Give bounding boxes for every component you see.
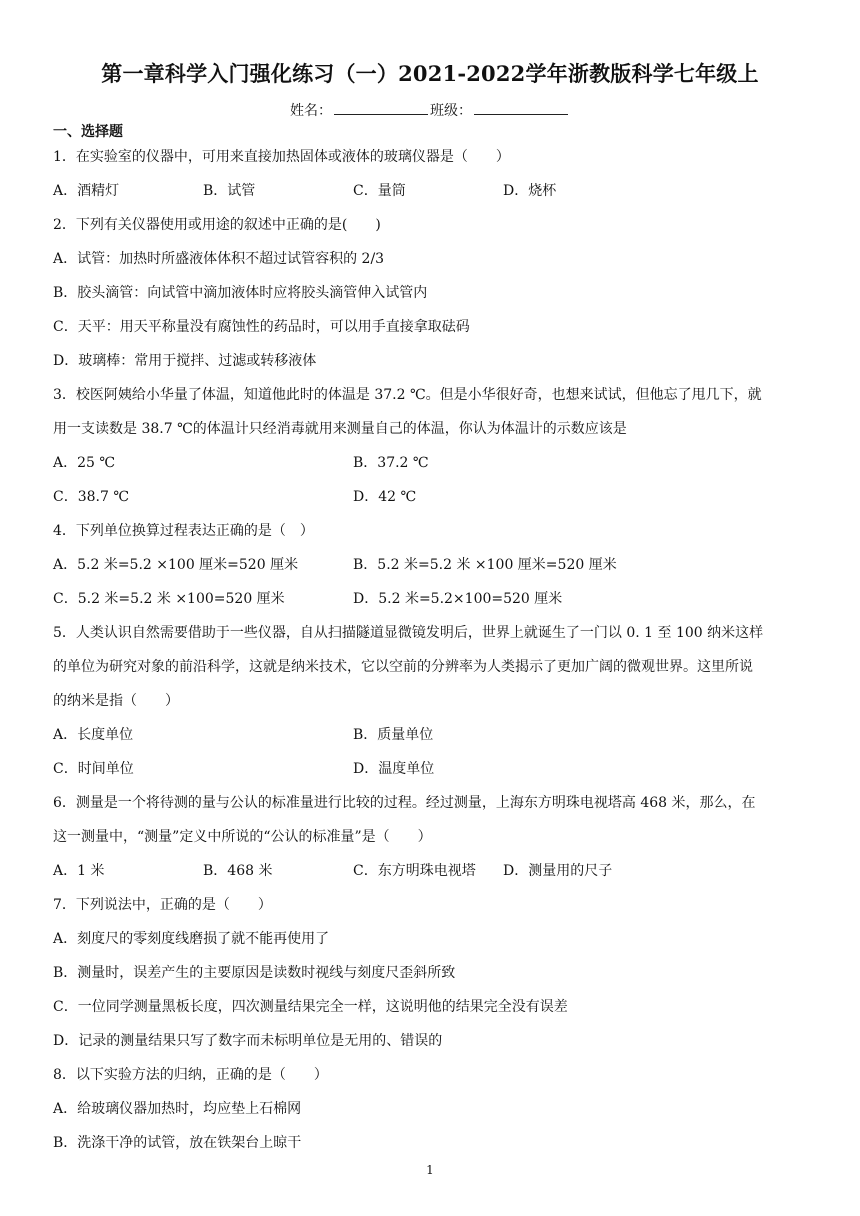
question-6-options [53,854,813,888]
option: B．468 米 [203,863,273,879]
question-7-text: 7．下列说法中，正确的是（ ） [53,897,272,913]
page-number: 1 [426,1163,434,1177]
option: D．温度单位 [353,761,435,777]
question-5-text-line: 的纳米是指（ ） [53,693,179,709]
question-4-options-row [53,548,813,582]
option: B．洗涤干净的试管，放在铁架台上晾干 [53,1135,302,1151]
option: B．测量时，误差产生的主要原因是读数时视线与刻度尺歪斜所致 [53,965,456,981]
option: D．测量用的尺子 [503,863,613,879]
name-blank[interactable] [334,102,428,115]
option: A．试管：加热时所盛液体体积不超过试管容积的 2/3 [53,251,385,267]
option: C．38.7 ℃ [53,489,129,505]
option: D．烧杯 [503,183,557,199]
question-5-options-row [53,718,813,752]
option: A．25 ℃ [53,455,116,471]
question-4-text: 4．下列单位换算过程表达正确的是（ ） [53,523,314,539]
option: B．胶头滴管：向试管中滴加液体时应将胶头滴管伸入试管内 [53,285,428,301]
question-5-text-line: 5．人类认识自然需要借助于一些仪器，自从扫描隧道显微镜发明后，世界上就诞生了一门以 0. 1 至 100 纳米这样 [53,625,764,641]
student-info-line [0,100,860,120]
option: C．一位同学测量黑板长度，四次测量结果完全一样，这说明他的结果完全没有误差 [53,999,568,1015]
option: C．5.2 米=5.2 米 ×100=520 厘米 [53,591,285,607]
option: C．量筒 [353,183,406,199]
option: B．5.2 米=5.2 米 ×100 厘米=520 厘米 [353,557,617,573]
class-label: 班级： [430,103,472,119]
option: C．东方明珠电视塔 [353,863,476,879]
option: C．天平：用天平称量没有腐蚀性的药品时，可以用手直接拿取砝码 [53,319,470,335]
question-1-text: 1．在实验室的仪器中，可用来直接加热固体或液体的玻璃仪器是（ ） [53,149,510,165]
name-label: 姓名： [290,103,332,119]
option: B．37.2 ℃ [353,455,429,471]
option: B．试管 [203,183,256,199]
option: D．玻璃棒：常用于搅拌、过滤或转移液体 [53,353,317,369]
question-1-options [53,174,813,208]
option: A．给玻璃仪器加热时，均应垫上石棉网 [53,1101,302,1117]
question-3-options-row [53,480,813,514]
question-3-text-line: 用一支读数是 38.7 ℃的体温计只经消毒就用来测量自己的体温，你认为体温计的示数应该是 [53,421,627,437]
question-8-text: 8．以下实验方法的归纳，正确的是（ ） [53,1067,328,1083]
option: C．时间单位 [53,761,134,777]
questions-body [53,140,813,1160]
option: A．5.2 米=5.2 ×100 厘米=520 厘米 [53,557,299,573]
question-3-text-line: 3．校医阿姨给小华量了体温，知道他此时的体温是 37.2 ℃。但是小华很好奇，也想来试试，但他忘了甩几下，就 [53,387,762,403]
question-6-text-line: 6．测量是一个将待测的量与公认的标准量进行比较的过程。经过测量，上海东方明珠电视塔高 468 米，那么，在 [53,795,756,811]
option: B．质量单位 [353,727,434,743]
option: A．酒精灯 [53,183,120,199]
question-6-text-line: 这一测量中，“测量”定义中所说的“公认的标准量”是（ ） [53,829,432,845]
page-title: 第一章科学入门强化练习（一）2021-2022学年浙教版科学七年级上 [101,61,759,86]
question-3-options-row [53,446,813,480]
option: D．记录的测量结果只写了数字而未标明单位是无用的、错误的 [53,1033,443,1049]
question-2-text: 2．下列有关仪器使用或用途的叙述中正确的是( ) [53,217,381,233]
option: A．长度单位 [53,727,134,743]
question-5-options-row [53,752,813,786]
section-heading: 一、选择题 [53,124,123,140]
option: D．42 ℃ [353,489,417,505]
option: D．5.2 米=5.2×100=520 厘米 [353,591,563,607]
question-4-options-row [53,582,813,616]
question-5-text-line: 的单位为研究对象的前沿科学，这就是纳米技术，它以空前的分辨率为人类揭示了更加广阔的微观世界。这里所说 [53,659,753,675]
option: A．1 米 [53,863,105,879]
option: A．刻度尺的零刻度线磨损了就不能再使用了 [53,931,330,947]
class-blank[interactable] [474,102,568,115]
